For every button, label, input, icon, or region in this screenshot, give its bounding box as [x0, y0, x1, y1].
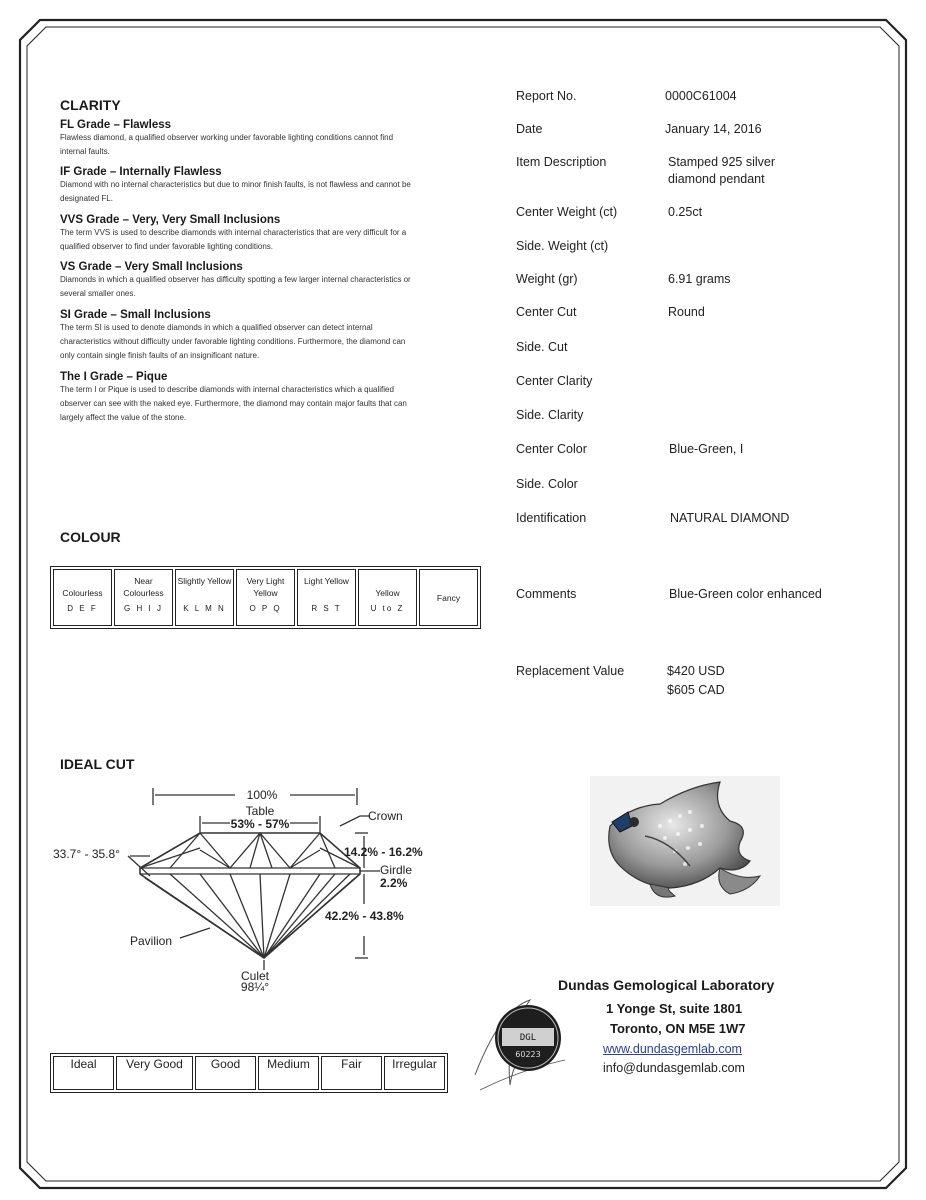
- clarity-grade-i: [60, 371, 420, 425]
- pavilion-depth-label: 42.2% - 43.8%: [325, 909, 404, 923]
- clarity-grade-vs: [60, 261, 420, 309]
- colour-cell: [53, 569, 112, 626]
- report-value: NATURAL DIAMOND: [670, 511, 790, 525]
- width-label: 100%: [246, 788, 278, 802]
- clarity-grade-list: [60, 119, 420, 425]
- grade-description: Flawless diamond, a qualified observer working under favorable lighting conditions cannot find internal faults.: [60, 133, 394, 156]
- report-label: Side. Cut: [516, 340, 568, 354]
- report-label: Center Cut: [516, 305, 577, 319]
- cut-grade-cell: Medium: [258, 1056, 319, 1090]
- diamond-cut-diagram: [50, 778, 450, 993]
- clarity-grade-si: [60, 309, 420, 371]
- colour-cell: [297, 569, 356, 626]
- report-label: Replacement Value: [516, 664, 625, 678]
- grade-description: Diamonds in which a qualified observer has difficulty spotting a few larger internal characteristics or several smaller ones.: [60, 275, 411, 298]
- report-value: 0000C61004: [665, 89, 737, 103]
- lab-email: info@dundasgemlab.com: [603, 1061, 745, 1075]
- colour-name: Fancy: [436, 592, 461, 603]
- report-value: Stamped 925 silver: [668, 155, 776, 169]
- report-value-line2: $605 CAD: [667, 683, 725, 697]
- cut-grade-cell: Fair: [321, 1056, 382, 1090]
- colour-cell: [236, 569, 295, 626]
- table-range-label: 53% - 57%: [230, 817, 290, 831]
- grade-heading: IF Grade – Internally Flawless: [60, 166, 222, 178]
- report-value: January 14, 2016: [665, 122, 762, 136]
- colour-scale-table: [50, 566, 481, 629]
- clarity-title: CLARITY: [60, 97, 121, 113]
- report-label: Weight (gr): [516, 272, 578, 286]
- grade-heading: VVS Grade – Very, Very Small Inclusions: [60, 214, 281, 226]
- pendant-photo: [590, 776, 780, 906]
- grade-heading: FL Grade – Flawless: [60, 119, 172, 131]
- seal-number: 60223: [515, 1050, 541, 1059]
- crown-label: Crown: [368, 809, 403, 823]
- colour-code: O P Q: [249, 604, 282, 613]
- grade-description: The term SI is used to denote diamonds in which a qualified observer can detect internal characteristics without difficulty under favorable lighting conditions. Furthermore, the diamond can only contain single finish faults of an insignificant nature.: [60, 323, 406, 360]
- report-value: 6.91 grams: [668, 272, 731, 286]
- colour-name: Light Yellow: [304, 576, 349, 586]
- report-label: Report No.: [516, 89, 577, 103]
- grade-description: The term VVS is used to describe diamonds with internal characteristics that are very difficult for a qualified observer to find under favorable lighting conditions.: [60, 228, 407, 251]
- colour-cell: [419, 569, 478, 626]
- clarity-grade-vvs: [60, 214, 420, 261]
- clarity-grade-fl: [60, 119, 420, 166]
- grade-heading: SI Grade – Small Inclusions: [60, 309, 211, 321]
- grade-heading: The I Grade – Pique: [60, 371, 168, 383]
- report-value-line2: diamond pendant: [668, 172, 765, 186]
- crown-angle-label: 33.7° - 35.8°: [53, 847, 120, 861]
- report-label: Side. Weight (ct): [516, 239, 609, 253]
- clarity-grade-if: [60, 166, 420, 214]
- ideal-cut-title: IDEAL CUT: [60, 756, 135, 772]
- lab-address-line2: Toronto, ON M5E 1W7: [610, 1021, 746, 1036]
- report-label: Center Clarity: [516, 374, 593, 388]
- colour-code: R S T: [311, 604, 342, 613]
- lab-seal-stamp: [470, 990, 580, 1100]
- lab-name: Dundas Gemological Laboratory: [558, 977, 775, 993]
- colour-name: Near Colourless: [123, 576, 164, 598]
- colour-code: D E F: [67, 604, 98, 613]
- cut-grade-cell: Very Good: [116, 1056, 193, 1090]
- grade-description: The term I or Pique is used to describe diamonds with internal characteristics which a qualified observer can see with the naked eye. Furthermore, the diamond may contain major faults that can largely affect the value of the stone.: [60, 385, 407, 422]
- report-value: $420 USD: [667, 664, 725, 678]
- colour-name: Very Light Yellow: [246, 576, 285, 598]
- crown-height-label: 14.2% - 16.2%: [344, 845, 423, 859]
- table-label: Table: [245, 804, 275, 818]
- cut-grade-cell: Good: [195, 1056, 256, 1090]
- report-value: Round: [668, 305, 705, 319]
- report-label: Center Color: [516, 442, 587, 456]
- pavilion-label: Pavilion: [130, 934, 173, 948]
- colour-title: COLOUR: [60, 529, 121, 545]
- colour-code: U to Z: [370, 604, 405, 613]
- colour-cell: [175, 569, 234, 626]
- report-label: Identification: [516, 511, 587, 525]
- report-value: 0.25ct: [668, 205, 703, 219]
- report-value: Blue-Green, I: [669, 442, 744, 456]
- grade-description: Diamond with no internal characteristics but due to minor finish faults, is not flawless and cannot be designated FL.: [60, 180, 411, 203]
- colour-code: G H I J: [124, 604, 163, 613]
- colour-name: Yellow: [375, 588, 400, 598]
- colour-code: K L M N: [183, 604, 226, 613]
- report-label: Comments: [516, 587, 577, 601]
- colour-cell: [114, 569, 173, 626]
- colour-name: Colourless: [62, 588, 103, 598]
- cut-grade-cell: Ideal: [53, 1056, 114, 1090]
- lab-address-line1: 1 Yonge St, suite 1801: [606, 1001, 743, 1016]
- culet-label: Culet: [240, 969, 270, 983]
- cut-grade-table: [50, 1053, 448, 1093]
- colour-name: Slightly Yellow: [177, 576, 232, 586]
- report-label: Center Weight (ct): [516, 205, 618, 219]
- culet-angle-label: 98¼°: [240, 980, 270, 993]
- svg-text:DGL: DGL: [519, 1033, 537, 1043]
- lab-website-link[interactable]: www.dundasgemlab.com: [603, 1042, 742, 1056]
- colour-cell: [358, 569, 417, 626]
- report-label: Side. Color: [516, 477, 578, 491]
- cut-grade-cell: Irregular: [384, 1056, 445, 1090]
- girdle-percent-label: 2.2%: [380, 876, 408, 890]
- report-label: Item Description: [516, 155, 607, 169]
- report-label: Date: [516, 122, 543, 136]
- grade-heading: VS Grade – Very Small Inclusions: [60, 261, 243, 273]
- report-value: Blue-Green color enhanced: [669, 587, 822, 601]
- report-label: Side. Clarity: [516, 408, 584, 422]
- girdle-label: Girdle: [380, 863, 413, 877]
